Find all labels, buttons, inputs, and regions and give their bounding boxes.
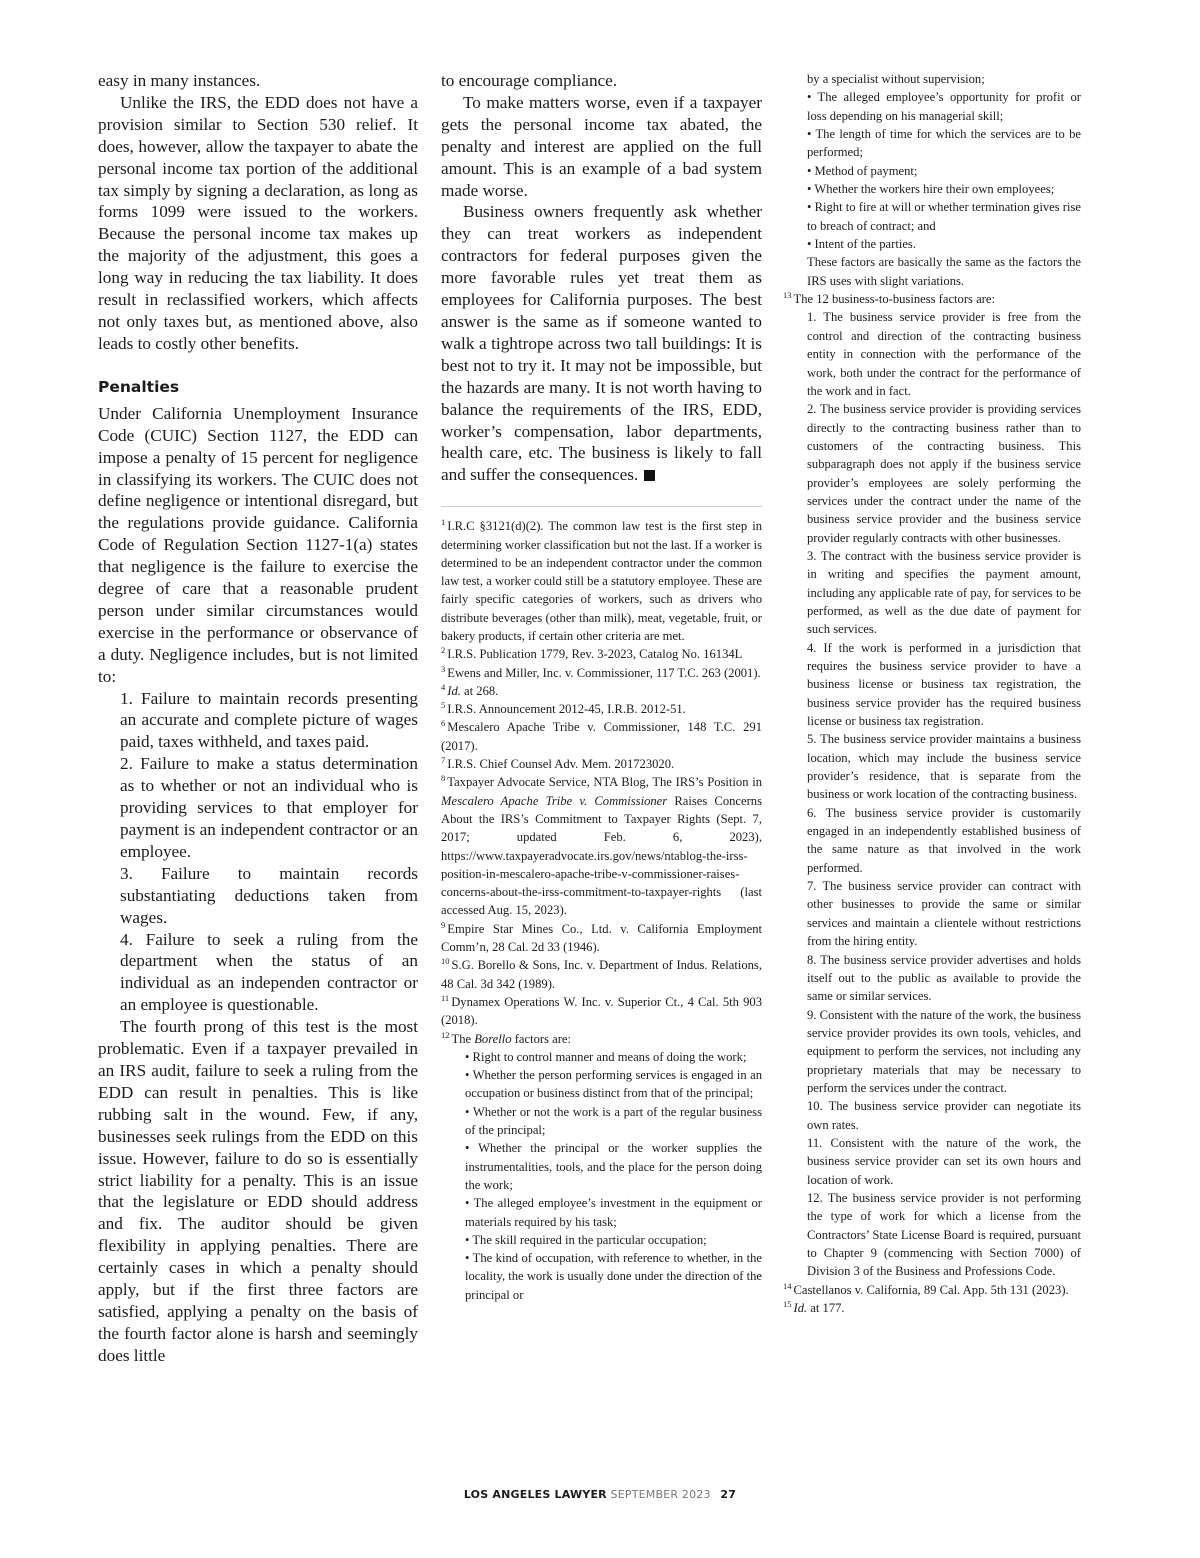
b2b-factor: 1. The business service provider is free from the control and direction of the contracting business entity in connection with the performance of the work, both under the contract for the performance of the work and in fact. (807, 310, 1081, 398)
endnote-2 (441, 645, 762, 663)
endnote-15 (783, 1299, 1081, 1317)
note-number: 6 (441, 718, 446, 729)
note-italic: Mescalero Apache Tribe v. Commissioner (441, 793, 668, 808)
borello-closing: These factors are basically the same as the factors the IRS uses with slight variations. (807, 255, 1081, 288)
borello-factor: • The alleged employee’s investment in the equipment or materials required by his task; (465, 1196, 762, 1229)
note-number: 14 (783, 1280, 792, 1291)
note-text: I.R.S. Publication 1779, Rev. 3-2023, Catalog No. 16134L (447, 647, 743, 662)
paragraph: The fourth prong of this test is the most problematic. Even if a taxpayer prevailed in an IRS audit, failure to seek a ruling from the EDD can result in penalties. This is like rubbing salt in the wound. Few, if any, businesses seek rulings from the EDD on this issue. However, failure to do so is essentially strict liability for a penalty. This is an issue that the legislature or EDD should address and fix. The auditor should be given flexibility in applying penalties. There are certainly cases in which a penalty should apply, but if the first three factors are satisfied, applying a penalty on the basis of the fourth factor alone is harsh and seemingly does little (98, 1017, 418, 1365)
borello-factor: • The kind of occupation, with reference to whether, in the locality, the work is usually done under the direction of the principal or (465, 1251, 762, 1302)
note-text: Castellanos v. California, 89 Cal. App. 5th 131 (2023). (793, 1282, 1069, 1297)
body-text (441, 70, 762, 486)
note-text: factors are: (511, 1031, 571, 1046)
b2b-factor: 7. The business service provider can contract with other businesses to provide the same or similar services and maintain a clientele without restrictions from the hiring entity. (807, 879, 1081, 949)
list-item: 3. Failure to maintain records substantiating deductions taken from wages. (120, 863, 418, 927)
borello-factor-continued: by a specialist without supervision; (807, 72, 985, 86)
borello-factor: • The length of time for which the services are to be performed; (807, 127, 1081, 160)
note-text: The 12 business-to-business factors are: (793, 292, 995, 307)
column-3 (783, 70, 1081, 1317)
note-number: 7 (441, 755, 446, 766)
list-item: 4. Failure to seek a ruling from the department when the status of an individual as an independen contractor or an employee is questionable. (120, 929, 418, 1015)
note-text: at 177. (807, 1301, 845, 1316)
note-number: 9 (441, 919, 446, 930)
borello-factor: • Whether the person performing services is engaged in an occupation or business distinct from that of the principal; (465, 1068, 762, 1101)
note-text: I.R.S. Chief Counsel Adv. Mem. 201723020. (447, 757, 675, 772)
borello-factor: • Whether or not the work is a part of the regular business of the principal; (465, 1104, 762, 1138)
endnote-1 (441, 517, 762, 645)
note-text: The (451, 1031, 475, 1046)
note-text: Raises Concerns About the IRS’s Commitment to Taxpayer Rights (Sept. 7, 2017; updated Feb. 6, 2023), https://www.taxpayeradvocate.irs.gov/news/ntablog-the-irss-position-in-mescalero-apache-tribe-v-commissioner-raises-concerns-about-the-irss-commitment-to-taxpayer-rights (last accessed Aug. 15, 2023). (441, 793, 762, 918)
footnote-divider (441, 506, 762, 507)
note-number: 11 (441, 992, 450, 1003)
paragraph (441, 201, 762, 486)
borello-factor: • Whether the workers hire their own employees; (807, 182, 1055, 197)
note-text: at 268. (460, 683, 499, 698)
end-mark-icon (644, 470, 655, 481)
column-2 (441, 70, 762, 1304)
note-text: Ewens and Miller, Inc. v. Commissioner, 117 T.C. 263 (2001). (447, 665, 761, 680)
note-number: 10 (441, 956, 450, 967)
endnote-10 (441, 956, 762, 993)
b2b-factor: 11. Consistent with the nature of the work, the business service provider can set its own hours and location of work. (807, 1135, 1081, 1187)
b2b-factor: 4. If the work is performed in a jurisdiction that requires the business service provider to have a business license or business tax registration, the business service provider has the required business license or business tax registration. (807, 640, 1081, 729)
note-number: 12 (441, 1029, 450, 1040)
note-text: I.R.C §3121(d)(2). The common law test is the first step in determining worker classification but not the last. If a worker is determined to be an independent contractor under the common law test, a worker could still be a statutory employee. These are fairly specific categories of workers, such as drivers who distribute beverages (other than milk), meat, vegetable, fruit, or bakery products, if certain other criteria are met. (441, 519, 762, 643)
endnote-9 (441, 920, 762, 957)
note-text: Empire Star Mines Co., Ltd. v. California Employment Comm’n, 28 Cal. 2d 33 (1946). (441, 921, 762, 955)
b2b-factor: 9. Consistent with the nature of the work, the business service provider provides its own tools, vehicles, and equipment to perform the services, not including any proprietary materials that may be necessary to perform the services under the contract. (807, 1007, 1081, 1095)
b2b-factor: 2. The business service provider is providing services directly to the contracting business rather than to customers of the contracting business. This subparagraph does not apply if the business service provider’s employees are solely performing the services under the contract under the name of the business service provider and the business service provider regularly contracts with other businesses. (807, 402, 1081, 545)
note-italic: Id. (793, 1301, 808, 1316)
note-text: I.R.S. Announcement 2012-45, I.R.B. 2012-51. (447, 702, 686, 717)
paragraph-text: Business owners frequently ask whether they can treat workers as independent contractors for federal purposes given the more favorable rules yet treat them as employees for California purposes. The best answer is the same as if someone wanted to walk a tightrope across two tall buildings: It is best not to try it. It may not be impossible, but the hazards are many. It is not worth having to balance the requirements of the IRS, EDD, worker’s compensation, labor departments, health care, etc. The business is likely to fall and suffer the consequences. (441, 202, 762, 485)
list-item: 2. Failure to make a status determination as to whether or not an individual who is providing services to that employer for payment is an independent contractor or an employee. (120, 754, 418, 861)
endnote-8 (441, 773, 762, 919)
note-italic: Id. (447, 683, 461, 698)
note-number: 3 (441, 663, 446, 674)
note-number: 8 (441, 773, 446, 784)
page-footer (0, 1488, 1200, 1501)
publication-name: LOS ANGELES LAWYER (463, 1488, 607, 1501)
b2b-factor: 10. The business service provider can negotiate its own rates. (807, 1099, 1081, 1132)
borello-factor: • Whether the principal or the worker supplies the instrumentalities, tools, and the place for the person doing the work; (465, 1141, 762, 1192)
note-text: Taxpayer Advocate Service, NTA Blog, The IRS’s Position in (447, 775, 762, 790)
note-text: S.G. Borello & Sons, Inc. v. Department of Indus. Relations, 48 Cal. 3d 342 (1989). (441, 958, 762, 991)
note-text: Mescalero Apache Tribe v. Commissioner, 148 T.C. 291 (2017). (441, 720, 762, 753)
b2b-factor: 3. The contract with the business service provider is in writing and specifies the payment amount, including any applicable rate of pay, for services to be performed, as well as the due date of payment for such services. (807, 548, 1081, 637)
borello-factor: • Intent of the parties. (807, 237, 916, 252)
note-number: 15 (783, 1299, 792, 1310)
note-number: 13 (783, 290, 792, 301)
endnote-3 (441, 664, 762, 682)
endnote-5 (441, 700, 762, 718)
section-heading-penalties: Penalties (98, 377, 180, 396)
borello-factor: • Right to control manner and means of doing the work; (465, 1049, 747, 1064)
borello-factor: • Right to fire at will or whether termination gives rise to breach of contract; and (807, 200, 1081, 233)
borello-factor: • The alleged employee’s opportunity for profit or loss depending on his managerial skill; (807, 90, 1081, 123)
endnote-11 (441, 993, 762, 1030)
b2b-factor: 8. The business service provider advertises and holds itself out to the public as available to provide the same or similar services. (807, 952, 1081, 1004)
endnote-6 (441, 718, 762, 755)
borello-factor: • Method of payment; (807, 163, 918, 178)
note-number: 5 (441, 700, 446, 711)
paragraph: easy in many instances. (98, 71, 261, 90)
note-number: 1 (441, 517, 446, 528)
borello-factor: • The skill required in the particular occupation; (465, 1232, 707, 1247)
endnote-13 (783, 290, 1081, 308)
column-1 (98, 70, 418, 1367)
issue-date: SEPTEMBER 2023 (610, 1488, 711, 1501)
paragraph: Under California Unemployment Insurance Code (CUIC) Section 1127, the EDD can impose a penalty of 15 percent for negligence in classifying its workers. The CUIC does not define negligence or intentional disregard, but the regulations provide guidance. California Code of Regulation Section 1127-1(a) states that negligence is the failure to exercise the degree of care that a reasonable prudent person under similar circumstances would exercise in the performance or observance of a duty. Negligence includes, but is not limited to: (98, 403, 418, 686)
list-item: 1. Failure to maintain records presenting an accurate and complete picture of wages paid, taxes withheld, and taxes paid. (120, 688, 418, 752)
endnotes (441, 517, 762, 1304)
b2b-factor: 12. The business service provider is not performing the type of work for which a license from the Contractors’ State License Board is required, pursuant to Chapter 9 (commencing with Section 7000) of Division 3 of the Business and Professions Code. (807, 1190, 1081, 1279)
note-number: 2 (441, 645, 446, 656)
endnote-7 (441, 755, 762, 773)
paragraph: To make matters worse, even if a taxpayer gets the personal income tax abated, the penalty and interest are applied on the full amount. This is an example of a bad system made worse. (441, 92, 762, 200)
paragraph: to encourage compliance. (441, 71, 618, 90)
page-number: 27 (720, 1488, 737, 1501)
endnote-4 (441, 682, 762, 700)
b2b-factor: 6. The business service provider is customarily engaged in an independently established business of the same nature as that involved in the work performed. (807, 805, 1081, 875)
note-italic: Borello (474, 1031, 512, 1046)
endnote-14 (783, 1281, 1081, 1299)
note-text: Dynamex Operations W. Inc. v. Superior Ct., 4 Cal. 5th 903 (2018). (441, 994, 762, 1028)
b2b-factor: 5. The business service provider maintains a business location, which may include the business service provider’s residence, that is separate from the business or work location of the contracting business. (807, 732, 1081, 802)
paragraph: Unlike the IRS, the EDD does not have a provision similar to Section 530 relief. It does, however, allow the taxpayer to abate the personal income tax portion of the additional tax simply by signing a declaration, as long as forms 1099 were issued to the workers. Because the personal income tax makes up the majority of the adjustment, this goes a long way in reducing the tax liability. It does result in reclassified workers, which affects not only taxes but, as mentioned above, also leads to costly other benefits. (98, 92, 418, 353)
note-number: 4 (441, 681, 446, 692)
endnote-12 (441, 1030, 762, 1048)
